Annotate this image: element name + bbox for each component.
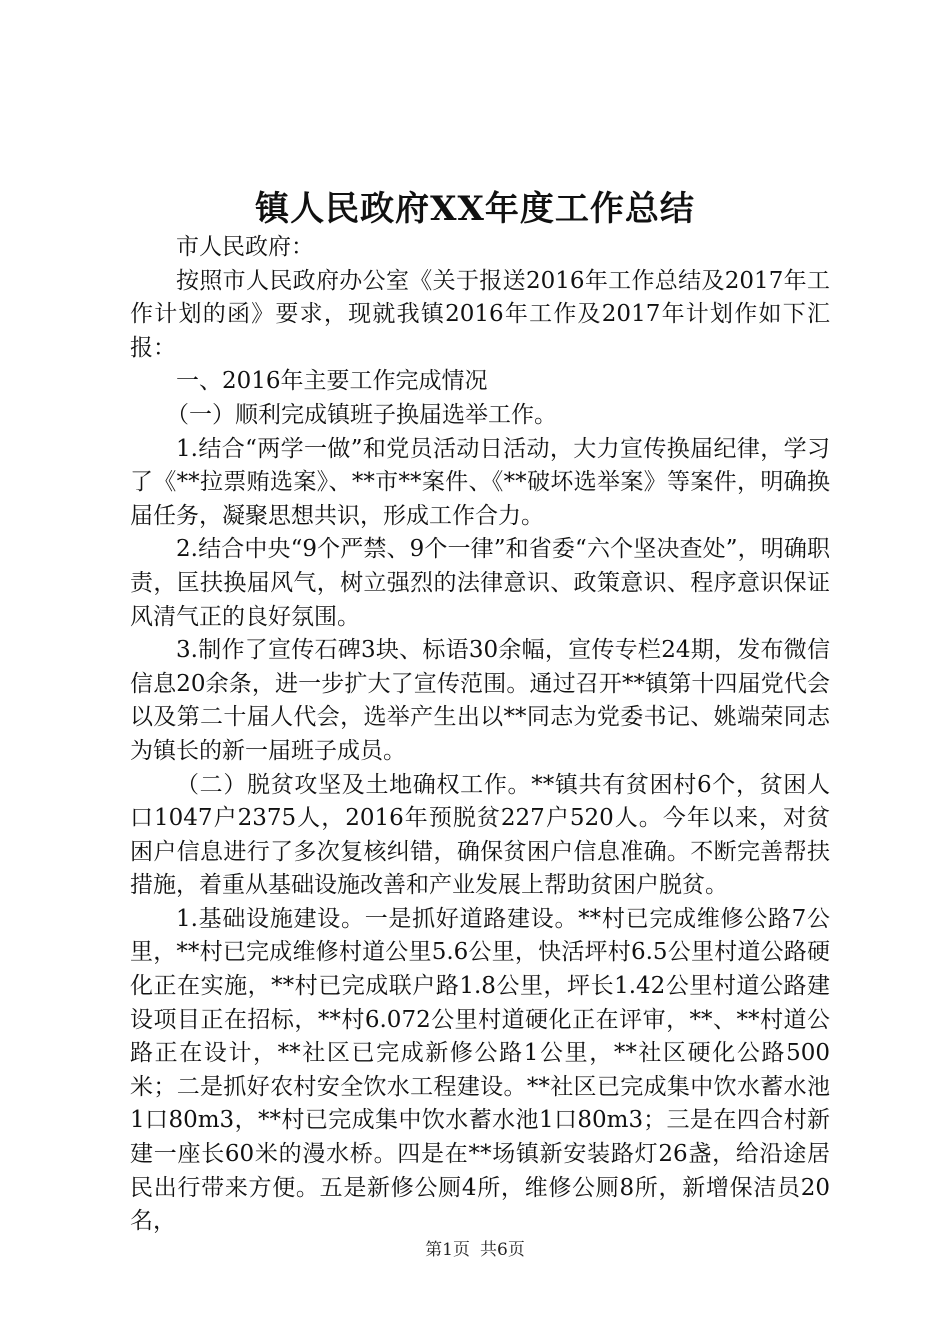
page-total: 共6页 [480,1240,525,1260]
subsection-paragraph: （二）脱贫攻坚及土地确权工作。**镇共有贫困村6个，贫困人口1047户2375人，2016年预脱贫227户520人。今年以来，对贫困户信息进行了多次复核纠错，确保贫困户信息准确。不断完善帮扶措施，着重从基础设施改善和产业发展上帮助贫困户脱贫。 [130,771,830,899]
paragraph: 1.基础设施建设。一是抓好道路建设。**村已完成维修公路7公里，**村已完成维修村道公里5.6公里，快活坪村6.5公里村道公路硬化正在实施，**村已完成联户路1.8公里，坪长1.42公里村道公路建设项目正在招标，**村6.072公里村道硬化正在评审，**、**村道公路正在设计，**社区已完成新修公路1公里，**社区硬化公路500米；二是抓好农村安全饮水工程建设。**社区已完成集中饮水蓄水池1口80m3，**村已完成集中饮水蓄水池1口80m3；三是在四合村新建一座长60米的漫水桥。四是在**场镇新安装路灯26盏，给沿途居民出行带来方便。五是新修公厕4所，维修公厕8所，新增保洁员20名， [130,905,830,1235]
document-title: 镇人民政府XX年度工作总结 [255,189,695,229]
page-footer [0,1238,950,1262]
paragraph: 3.制作了宣传石碑3块、标语30余幅，宣传专栏24期，发布微信信息20余条，进一步扩大了宣传范围。通过召开**镇第十四届党代会以及第二十届人代会，选举产生出以**同志为党委书记、姚端荣同志为镇长的新一届班子成员。 [130,637,830,764]
page-number: 第1页 [425,1240,470,1260]
subsection-heading: （一）顺利完成镇班子换届选举工作。 [166,401,557,428]
paragraph: 2.结合中央“9个严禁、9个一律”和省委“六个坚决查处”，明确职责，匡扶换届风气，树立强烈的法律意识、政策意识、程序意识保证风清气正的良好氛围。 [130,536,830,630]
salutation: 市人民政府： [176,234,314,260]
section-heading: 一、2016年主要工作完成情况 [176,368,488,395]
paragraph-intro: 按照市人民政府办公室《关于报送2016年工作总结及2017年工作计划的函》要求，现就我镇2016年工作及2017年计划作如下汇报： [130,267,830,361]
document-body [130,231,830,1239]
paragraph: 1.结合“两学一做”和党员活动日活动，大力宣传换届纪律，学习了《**拉票贿选案》、**市**案件、《**破坏选举案》等案件，明确换届任务，凝聚思想共识，形成工作合力。 [130,435,830,529]
